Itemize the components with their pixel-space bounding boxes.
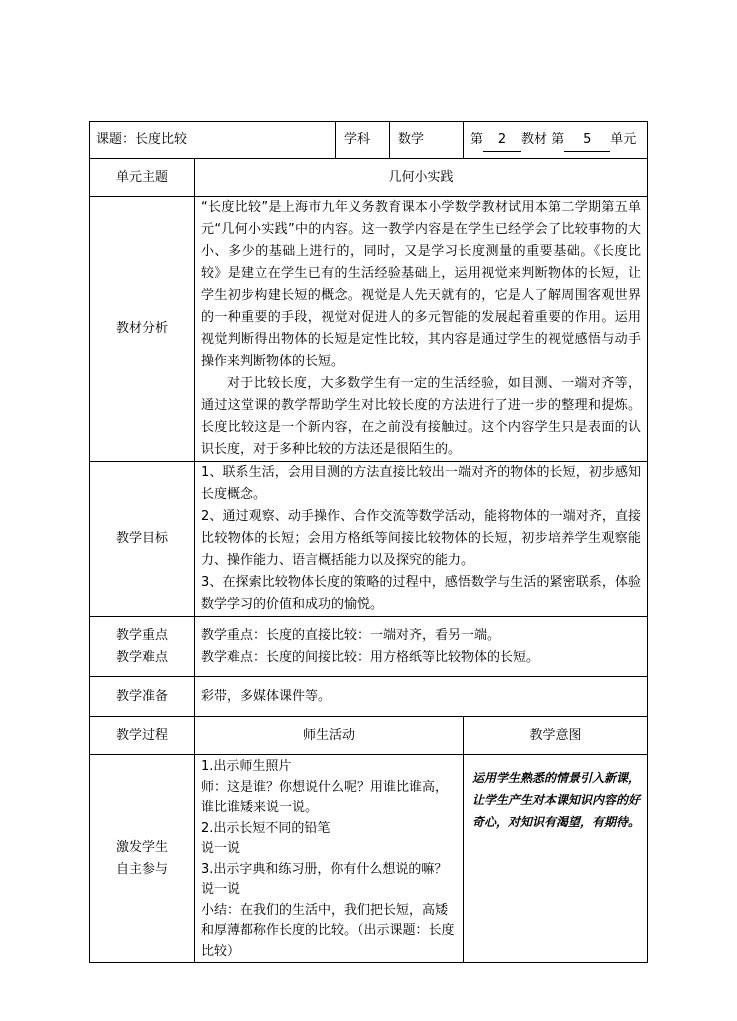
stage1-label-line-2: 自主参与 — [115, 861, 168, 877]
prep-row — [90, 677, 648, 717]
activity-line: 师：这是谁？你想说什么呢？用谁比谁高，谁比谁矮来说一说。 — [201, 779, 449, 815]
keypoints-content — [195, 617, 648, 677]
analysis-row — [90, 197, 648, 462]
keypoint-difficulty: 教学难点：长度的间接比较：用方格纸等比较物体的长短。 — [201, 649, 540, 665]
process-header-row — [90, 717, 648, 755]
goal-1: 1、联系生活，会用目测的方法直接比较出一端对齐的物体的长短，初步感知长度概念。 — [201, 465, 642, 502]
unit-value: 5 — [564, 129, 610, 152]
keypoints-label-difficulty: 教学难点 — [115, 649, 168, 665]
analysis-content — [195, 197, 648, 462]
stage1-label-line-1: 激发学生 — [115, 839, 168, 855]
activity-line: 1.出示师生照片 — [201, 759, 292, 774]
keypoints-label-focus: 教学重点 — [115, 627, 168, 643]
subject-cell — [336, 122, 464, 159]
unit-theme-row — [90, 159, 648, 197]
activity-line: 说一说 — [201, 841, 241, 856]
goals-content — [195, 462, 648, 617]
process-label: 教学过程 — [90, 717, 195, 755]
activity-line: 说一说 — [201, 882, 241, 897]
activity-line: 小结：在我们的生活中，我们把长短，高矮和厚薄都称作长度的比较。（出示课题：长度比较） — [201, 902, 455, 959]
stage1-intent: 运用学生熟悉的情景引入新课，让学生产生对本课知识内容的好奇心，对知识有渴望，有期待。 — [464, 755, 648, 963]
subject-value: 数学 — [389, 122, 463, 158]
stage1-row — [90, 755, 648, 963]
unit-prefix: 第 — [551, 131, 565, 147]
textbook-label: 教材 — [521, 131, 548, 147]
keypoints-label — [90, 617, 195, 677]
analysis-paragraph-2: 对于比较长度，大多数学生有一定的生活经验，如目测、一端对齐等，通过这堂课的教学帮助学生对比较长度的方法进行了进一步的整理和提炼。长度比较这是一个新内容，在之前没有接触过。这个内容学生只是表面的认识长度，对于多种比较的方法还是很陌生的。 — [201, 376, 642, 457]
prep-value: 彩带，多媒体课件等。 — [195, 677, 648, 717]
topic-value: 长度比较 — [135, 132, 188, 147]
unit-theme-value: 几何小实践 — [195, 159, 648, 197]
grade-value: 2 — [483, 129, 521, 152]
prep-label: 教学准备 — [90, 677, 195, 717]
analysis-paragraph-1: “长度比较”是上海市九年义务教育课本小学数学教材试用本第二学期第五单元“几何小实践”中的内容。这一教学内容是在学生已经学会了比较事物的大小、多少的基础上进行的，同时，又是学习长度测量的重要基础。《长度比较》是建立在学生已有的生活经验基础上，运用视觉来判断物体的长短，让学生初步构建长短的概念。视觉是人先天就有的，它是人了解周围客观世界的一种重要的手段，视觉对促进人的多元智能的发展起着重要的作用。运用视觉判断得出物体的长短是定性比较，其内容是通过学生的视觉感悟与动手操作来判断物体的长短。 — [201, 200, 642, 369]
unit-suffix: 单元 — [610, 131, 637, 147]
lesson-plan-document — [89, 121, 647, 963]
stage1-label — [90, 755, 195, 963]
goals-label: 教学目标 — [90, 462, 195, 617]
activity-column-header: 师生活动 — [195, 717, 464, 755]
topic-label: 课题： — [96, 132, 136, 147]
activity-line: 2.出示长短不同的铅笔 — [201, 820, 331, 836]
activity-line: 3.出示字典和练习册，你有什么想说的嘛？ — [201, 861, 448, 877]
goal-2: 2、通过观察、动手操作、合作交流等数学活动，能将物体的一端对齐，直接比较物体的长短；会用方格纸等间接比较物体的长短，初步培养学生观察能力、操作能力、语言概括能力以及探究的能力。 — [201, 509, 642, 568]
goal-3: 3、在探索比较物体长度的策略的过程中，感悟数学与生活的紧密联系，体验数学学习的价值和成功的愉悦。 — [201, 575, 642, 612]
keypoints-row — [90, 617, 648, 677]
unit-theme-label: 单元主题 — [90, 159, 195, 197]
topic-cell — [90, 122, 336, 159]
subject-label: 学科 — [344, 132, 371, 147]
keypoint-focus: 教学重点：长度的直接比较：一端对齐，看另一端。 — [201, 627, 501, 643]
header-row — [90, 122, 648, 159]
lesson-plan-table — [89, 121, 648, 963]
stage1-activities — [195, 755, 464, 963]
goals-row — [90, 462, 648, 617]
analysis-label: 教材分析 — [90, 197, 195, 462]
textbook-unit-cell — [464, 122, 648, 159]
intent-column-header: 教学意图 — [464, 717, 648, 755]
grade-prefix: 第 — [470, 131, 484, 147]
